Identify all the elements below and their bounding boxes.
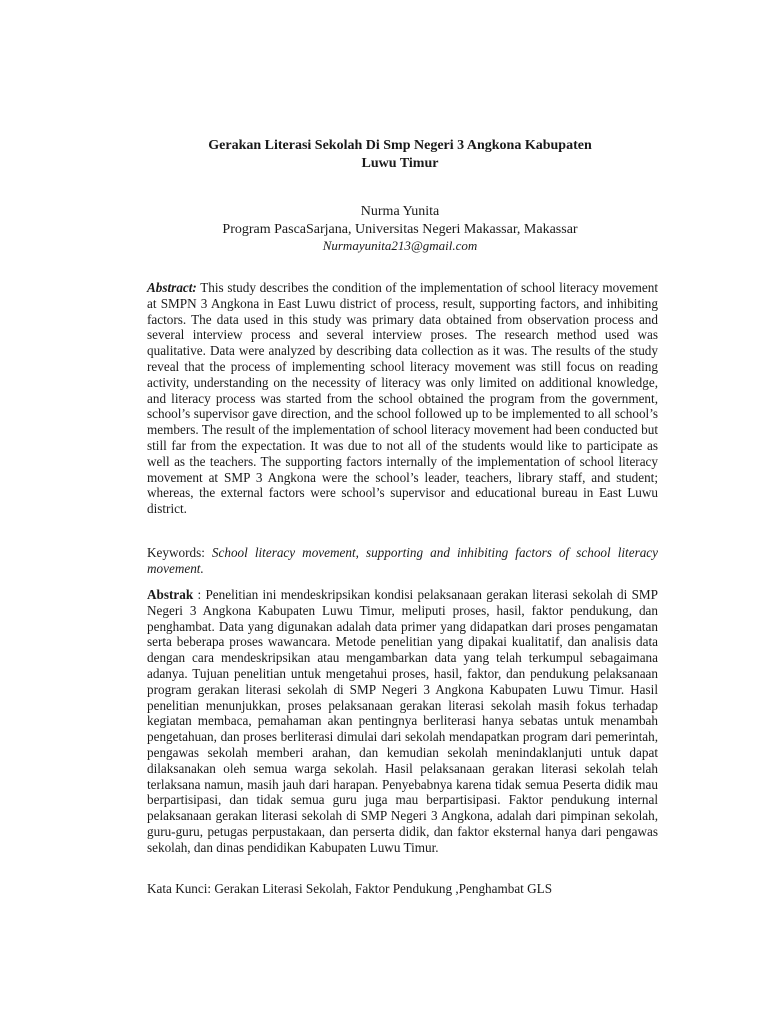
paper-title-line-2: Luwu Timur — [361, 156, 439, 171]
abstract-english-label: Abstract: — [147, 280, 197, 295]
author-name: Nurma Yunita — [360, 204, 440, 219]
abstract-english-text: This study describes the condition of the implementation of school literacy movement at SMPN 3 Angkona in East Luwu district of process, result, supporting factors, and inhibiting factors. The data used in this study was primary data obtained from observation process and several interview process and several interview proses. The research method used was qualitative. Data were analyzed by describing data collection as it was. The results of the study reveal that the process of implementing school literacy movement was still focus on reading activity, understanding on the necessity of literacy was only limited on additional knowledge, and literacy process was started from the school obtained the program from the government, school’s supervisor gave direction, and the school followed up to be implemented to all school’s members. The result of the implementation of school literacy movement had been conducted but still far from the expectation. It was due to not all of the students would like to participate as well as the teachers. The supporting factors internally of the implementation of school literacy movement at SMP 3 Angkona were the school’s leader, teachers, library staff, and student; whereas, the external factors were school’s supervisor and educational bureau in East Luwu district. — [147, 280, 658, 517]
keywords-english — [147, 545, 658, 577]
paper-title-line-1: Gerakan Literasi Sekolah Di Smp Negeri 3 Angkona Kabupaten — [208, 138, 592, 153]
abstract-indonesian-label: Abstrak — [147, 587, 194, 602]
abstract-indonesian — [147, 587, 658, 856]
paper-title — [140, 137, 660, 173]
author-affiliation: Program PascaSarjana, Universitas Negeri Makassar, Makassar — [222, 222, 578, 237]
abstract-english — [147, 280, 658, 517]
abstract-indonesian-text: : Penelitian ini mendeskripsikan kondisi pelaksanaan gerakan literasi sekolah di SMP Negeri 3 Angkona Kabupaten Luwu Timur, meliputi proses, hasil, faktor pendukung, dan penghambat. Data yang digunakan adalah data primer yang didapatkan dari proses pengamatan serta beberapa proses wawancara. Metode penelitian yang dipakai kualitatif, dan analisis data dengan cara mendeskripsikan atau mengambarkan data yang telah terkumpul sebagaimana adanya. Tujuan penelitian untuk mengetahui proses, hasil, faktor, dan pendukung pelaksanaan program gerakan literasi sekolah di SMP Negeri 3 Angkona Kabupaten Luwu Timur. Hasil penelitian menunjukkan, proses pelaksanaan gerakan literasi sekolah masih fokus terhadap kegiatan membaca, pemahaman akan pentingnya berliterasi hanya sebatas untuk menambah pengetahuan, dan proses berliterasi dimulai dari sekolah mendapatkan program dari pemerintah, pengawas sekolah memberi arahan, dan kemudian sekolah menindaklanjuti untuk dapat dilaksanakan oleh semua warga sekolah. Hasil pelaksanaan gerakan literasi sekolah telah terlaksana namun, masih jauh dari harapan. Penyebabnya karena tidak semua Peserta didik mau berpartisipasi, dan tidak semua guru juga mau berpartisipasi. Faktor pendukung internal pelaksanaan gerakan literasi sekolah di SMP Negeri 3 Angkona, adalah dari pimpinan sekolah, guru-guru, petugas perpustakaan, dan perserta didik, dan faktor eksternal hanya dari pengawas sekolah, dan dinas pendidikan Kabupaten Luwu Timur. — [147, 587, 658, 855]
keywords-english-label: Keywords: — [147, 545, 212, 560]
keywords-indonesian: Kata Kunci: Gerakan Literasi Sekolah, Faktor Pendukung ,Penghambat GLS — [147, 881, 553, 896]
author-email: Nurmayunita213@gmail.com — [322, 238, 478, 253]
keywords-english-text: School literacy movement, supporting and inhibiting factors of school literacy movement. — [147, 545, 659, 576]
